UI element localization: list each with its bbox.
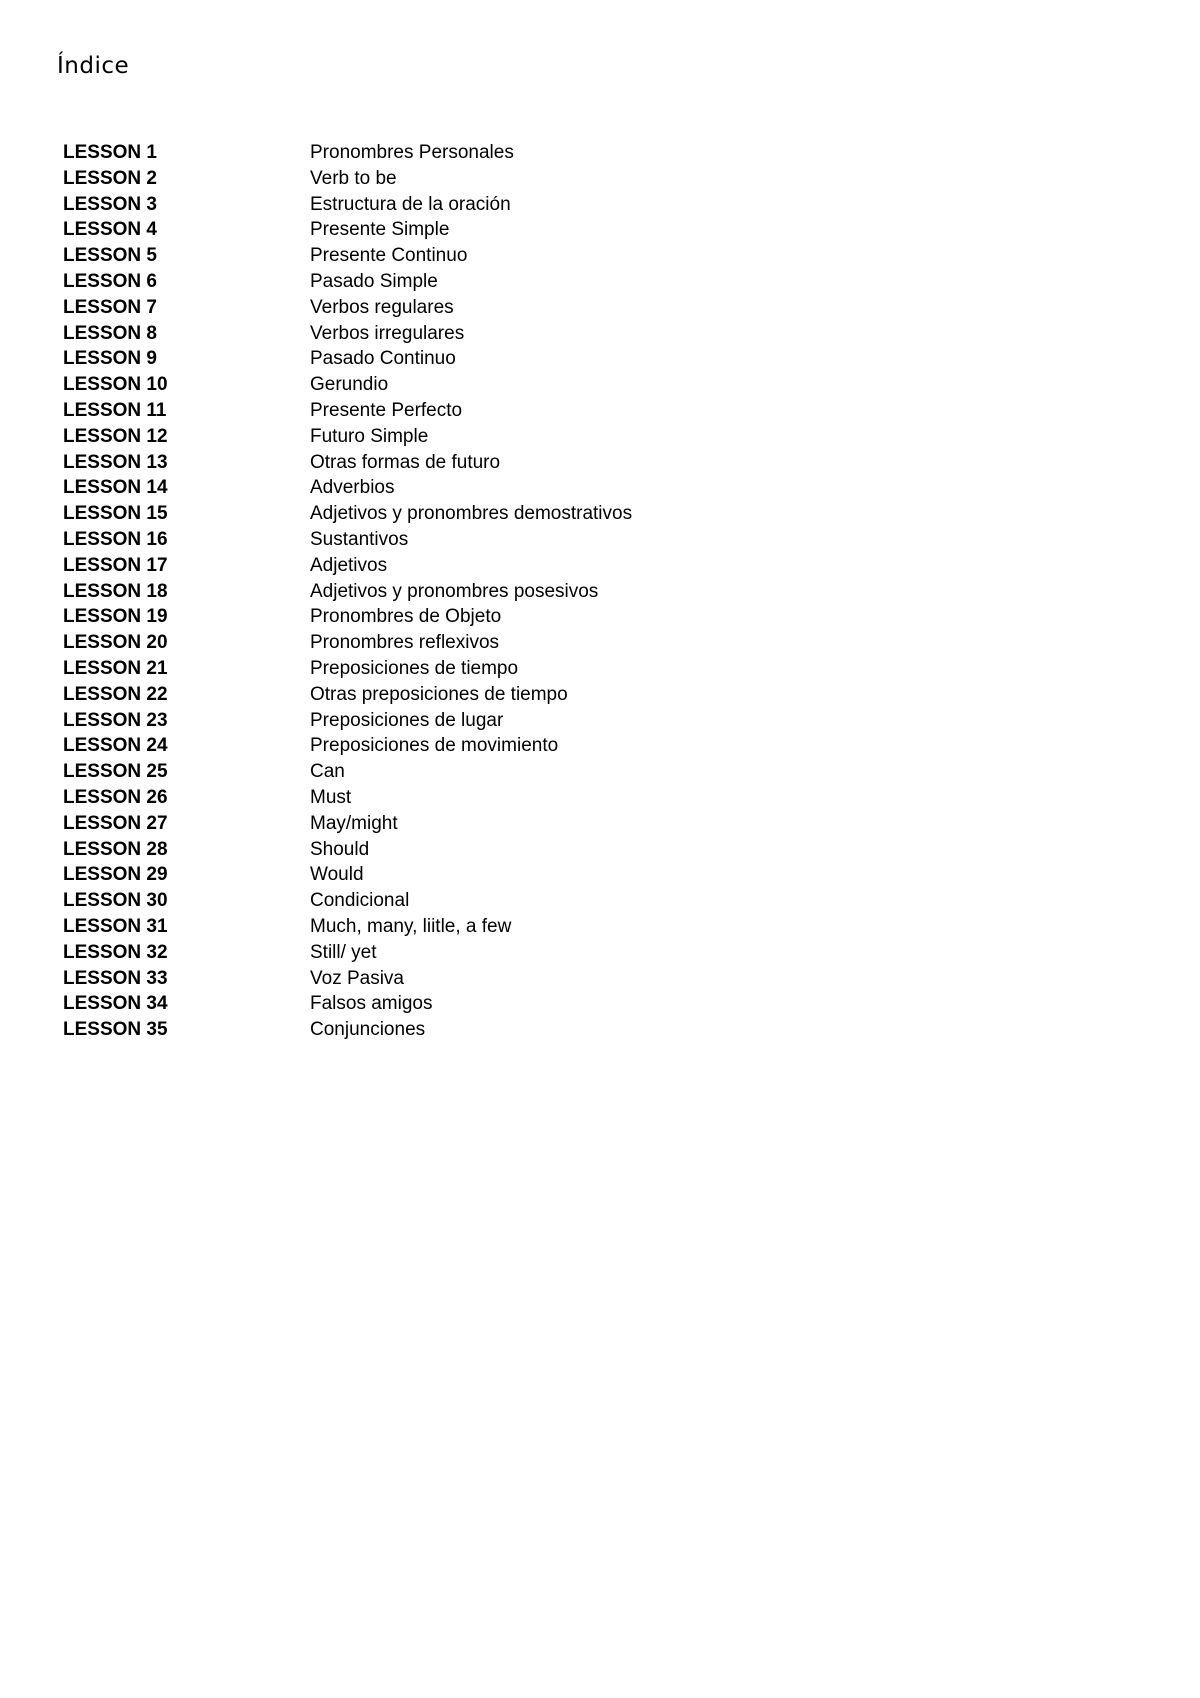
lesson-number: LESSON 11 — [63, 399, 167, 421]
lesson-topic: Gerundio — [310, 374, 389, 396]
lesson-number: LESSON 21 — [63, 657, 168, 679]
toc-row — [63, 914, 632, 940]
lesson-number: LESSON 33 — [63, 967, 168, 989]
lesson-topic: Falsos amigos — [310, 993, 433, 1015]
lesson-number: LESSON 14 — [63, 477, 168, 499]
toc-row — [63, 346, 632, 372]
lesson-topic: Conjunciones — [310, 1019, 426, 1041]
lesson-topic: Preposiciones de lugar — [310, 709, 504, 731]
toc-row — [63, 475, 632, 501]
lesson-topic: Can — [310, 761, 345, 783]
toc-row — [63, 811, 632, 837]
lesson-number: LESSON 15 — [63, 503, 168, 525]
lesson-topic: Pronombres reflexivos — [310, 632, 500, 654]
lesson-number: LESSON 26 — [63, 786, 168, 808]
lesson-topic: Adjetivos y pronombres demostrativos — [310, 503, 633, 525]
toc-row — [63, 888, 632, 914]
toc-row — [63, 321, 632, 347]
lesson-number: LESSON 29 — [63, 864, 168, 886]
toc-row — [63, 217, 632, 243]
lesson-number: LESSON 17 — [63, 554, 168, 576]
page-title: Índice — [57, 53, 130, 79]
lesson-number: LESSON 6 — [63, 270, 157, 292]
lesson-topic: Presente Perfecto — [310, 399, 463, 421]
toc-row — [63, 991, 632, 1017]
lesson-number: LESSON 2 — [63, 167, 157, 189]
lesson-topic: Adjetivos y pronombres posesivos — [310, 580, 599, 602]
lesson-number: LESSON 16 — [63, 528, 168, 550]
toc-row — [63, 372, 632, 398]
toc-row — [63, 837, 632, 863]
toc-row — [63, 243, 632, 269]
lesson-number: LESSON 24 — [63, 735, 168, 757]
lesson-topic: Presente Continuo — [310, 245, 468, 267]
lesson-number: LESSON 1 — [63, 142, 157, 163]
toc-row — [63, 192, 632, 218]
lesson-number: LESSON 4 — [63, 219, 157, 241]
lesson-number: LESSON 35 — [63, 1019, 168, 1041]
lesson-topic: Otras formas de futuro — [310, 451, 501, 473]
toc-row — [63, 759, 632, 785]
lesson-number: LESSON 30 — [63, 890, 168, 912]
lesson-topic: Verbos regulares — [310, 296, 454, 318]
toc-row — [63, 450, 632, 476]
lesson-number: LESSON 3 — [63, 193, 157, 215]
lesson-number: LESSON 22 — [63, 683, 168, 705]
lesson-number: LESSON 34 — [63, 993, 168, 1015]
lesson-topic: Pasado Simple — [310, 270, 438, 292]
table-of-contents — [63, 140, 632, 1043]
lesson-topic: Pronombres Personales — [310, 142, 514, 163]
lesson-topic: Would — [310, 864, 364, 886]
lesson-topic: Should — [310, 838, 370, 860]
toc-row — [63, 1017, 632, 1043]
lesson-topic: Otras preposiciones de tiempo — [310, 683, 568, 705]
lesson-number: LESSON 5 — [63, 245, 157, 267]
toc-row — [63, 398, 632, 424]
lesson-topic: Adverbios — [310, 477, 395, 499]
toc-row — [63, 862, 632, 888]
toc-row — [63, 527, 632, 553]
toc-row — [63, 295, 632, 321]
lesson-number: LESSON 18 — [63, 580, 168, 602]
lesson-number: LESSON 28 — [63, 838, 168, 860]
toc-row — [63, 501, 632, 527]
lesson-number: LESSON 32 — [63, 941, 168, 963]
toc-row — [63, 269, 632, 295]
toc-row — [63, 140, 632, 166]
lesson-number: LESSON 12 — [63, 425, 168, 447]
toc-row — [63, 604, 632, 630]
lesson-number: LESSON 27 — [63, 812, 168, 834]
lesson-number: LESSON 23 — [63, 709, 168, 731]
lesson-topic: Verb to be — [310, 167, 397, 189]
lesson-topic: Adjetivos — [310, 554, 388, 576]
toc-row — [63, 166, 632, 192]
lesson-number: LESSON 8 — [63, 322, 157, 344]
toc-row — [63, 579, 632, 605]
lesson-topic: Voz Pasiva — [310, 967, 404, 989]
lesson-number: LESSON 7 — [63, 296, 157, 318]
lesson-number: LESSON 9 — [63, 348, 157, 370]
lesson-topic: Preposiciones de movimiento — [310, 735, 559, 757]
lesson-number: LESSON 31 — [63, 915, 168, 937]
lesson-number: LESSON 25 — [63, 761, 168, 783]
toc-row — [63, 940, 632, 966]
lesson-topic: Pasado Continuo — [310, 348, 456, 370]
toc-row — [63, 785, 632, 811]
lesson-number: LESSON 20 — [63, 632, 168, 654]
lesson-topic: Preposiciones de tiempo — [310, 657, 519, 679]
toc-row — [63, 708, 632, 734]
toc-row — [63, 682, 632, 708]
lesson-topic: Still/ yet — [310, 941, 377, 963]
lesson-topic: Estructura de la oración — [310, 193, 511, 215]
lesson-topic: Presente Simple — [310, 219, 450, 241]
lesson-topic: Sustantivos — [310, 528, 409, 550]
lesson-number: LESSON 10 — [63, 374, 168, 396]
toc-row — [63, 656, 632, 682]
lesson-topic: Verbos irregulares — [310, 322, 465, 344]
lesson-number: LESSON 19 — [63, 606, 168, 628]
lesson-topic: Must — [310, 786, 352, 808]
lesson-topic: Condicional — [310, 890, 410, 912]
toc-row — [63, 733, 632, 759]
toc-row — [63, 630, 632, 656]
lesson-topic: May/might — [310, 812, 398, 834]
lesson-topic: Much, many, liitle, a few — [310, 915, 512, 937]
toc-row — [63, 553, 632, 579]
lesson-topic: Futuro Simple — [310, 425, 429, 447]
toc-row — [63, 424, 632, 450]
lesson-number: LESSON 13 — [63, 451, 168, 473]
toc-body — [63, 140, 632, 1043]
lesson-topic: Pronombres de Objeto — [310, 606, 502, 628]
toc-row — [63, 966, 632, 992]
